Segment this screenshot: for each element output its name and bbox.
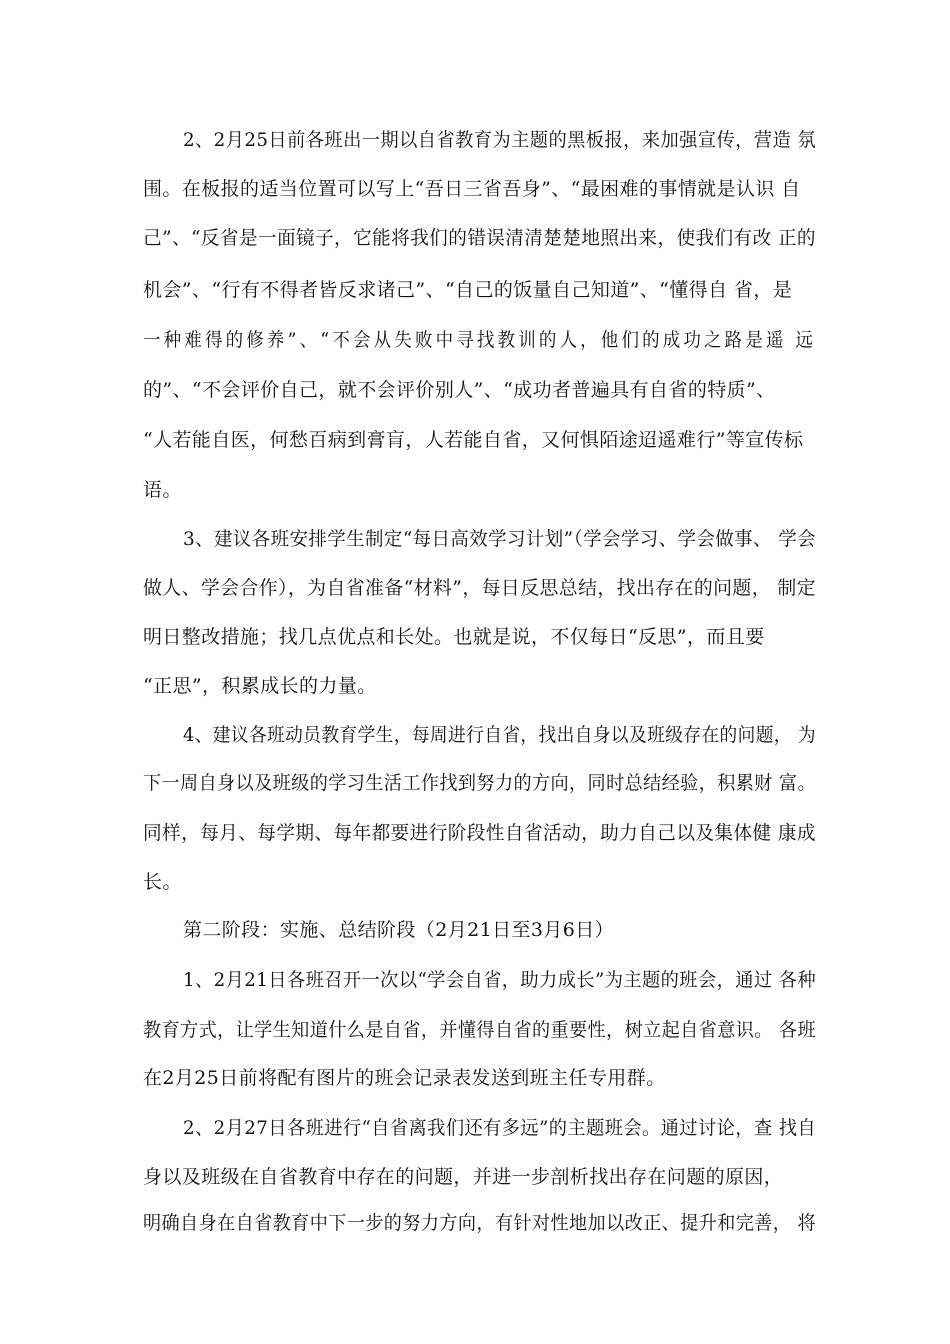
line-text: 围。在板报的适当位置可以写上“吾日三省吾身”、“最困难的事情就是认识 自 [143, 178, 801, 200]
text-line [0, 275, 950, 305]
section-heading-text: 第二阶段：实施、总结阶段（2月21日至3月6日） [183, 919, 615, 941]
text-line [0, 1063, 950, 1093]
line-text: 下一周自身以及班级的学习生活工作找到努力的方向，同时总结经验，积累财 富。 [143, 772, 816, 794]
text-line [0, 375, 950, 405]
line-text: 明确自身在自省教育中下一步的努力方向，有针对性地加以改正、提升和完善， 将 [143, 1212, 816, 1234]
line-text: 同样，每月、每学期、每年都要进行阶段性自省活动，助力自己以及集体健 康成 [143, 822, 816, 844]
line-text: 4、建议各班动员教育学生，每周进行自省，找出自身以及班级存在的问题， 为 [183, 724, 817, 746]
text-line [0, 1208, 950, 1238]
text-line [0, 1015, 950, 1045]
text-line [0, 325, 950, 355]
line-text: 1、2月21日各班召开一次以“学会自省，助力成长”为主题的班会，通过 各种 [183, 969, 817, 991]
text-line [0, 867, 950, 897]
line-text: “正思”，积累成长的力量。 [143, 675, 377, 697]
line-text: 在2月25日前将配有图片的班会记录表发送到班主任专用群。 [143, 1067, 666, 1089]
section-heading [0, 915, 950, 945]
line-text: 身以及班级在自省教育中存在的问题，并进一步剖析找出存在问题的原因， [143, 1166, 784, 1188]
line-text: 教育方式，让学生知道什么是自省，并懂得自省的重要性，树立起自省意识。 各班 [143, 1019, 816, 1041]
line-text: 明日整改措施；找几点优点和长处。也就是说，不仅每日“反思”，而且要 [143, 626, 765, 648]
text-line [0, 818, 950, 848]
text-line [0, 1113, 950, 1143]
line-text: 长。 [143, 871, 182, 893]
line-text: 2、2月25日前各班出一期以自省教育为主题的黑板报，来加强宣传，营造 氛 [183, 129, 816, 151]
text-line [0, 720, 950, 750]
text-line [0, 768, 950, 798]
line-text: 的”、“不会评价自己，就不会评价别人”、“成功者普遍具有自省的特质”、 [143, 379, 776, 401]
line-text: “人若能自医，何愁百病到膏肓，人若能自省，又何惧陌途迢遥难行”等宣传标 [143, 429, 804, 451]
line-text: 2、2月27日各班进行“自省离我们还有多远”的主题班会。通过讨论，查 找自 [183, 1117, 817, 1139]
line-text: 3、建议各班安排学生制定“每日高效学习计划”（学会学习、学会做事、 学会 [183, 528, 816, 550]
text-line [0, 965, 950, 995]
text-line [0, 174, 950, 204]
text-line [0, 1162, 950, 1192]
line-text: 做人、学会合作），为自省准备“材料”，每日反思总结，找出存在的问题， 制定 [143, 577, 816, 599]
text-line [0, 524, 950, 554]
text-line [0, 671, 950, 701]
line-text: 语。 [143, 479, 182, 501]
text-line [0, 622, 950, 652]
text-line [0, 475, 950, 505]
text-line [0, 125, 950, 155]
text-line [0, 425, 950, 455]
line-text: 一种难得的修养”、“不会从失败中寻找教训的人，他们的成功之路是遥 远 [143, 329, 816, 351]
text-line [0, 573, 950, 603]
line-text: 机会”、“行有不得者皆反求诸己”、“自己的饭量自己知道”、“懂得自 省，是 [143, 279, 793, 301]
line-text: 己”、“反省是一面镜子，它能将我们的错误清清楚楚地照出来，使我们有改 正的 [143, 227, 816, 249]
text-line [0, 223, 950, 253]
